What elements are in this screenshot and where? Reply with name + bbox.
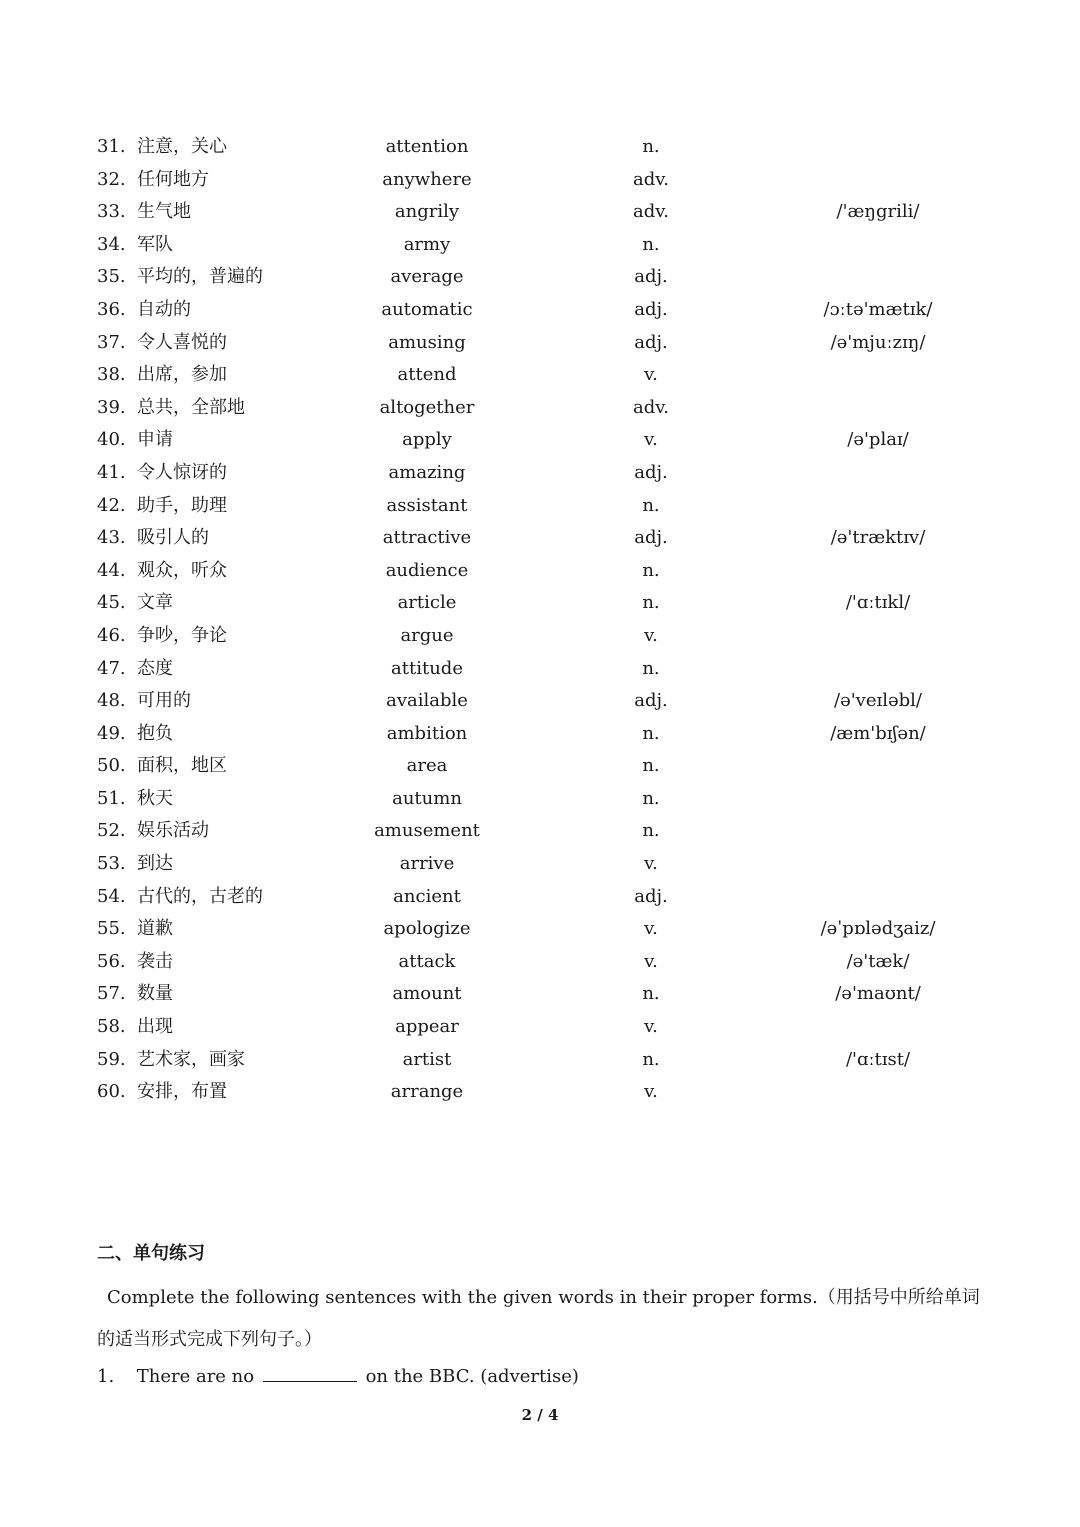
exercise-instructions: Complete the following sentences with the given words in their proper forms.（用括号中所给单词的适当形式完成下列句子。） xyxy=(97,1287,980,1350)
vocab-english: arrive xyxy=(399,853,455,875)
vocab-row xyxy=(0,392,1080,425)
vocab-chinese: 可用的 xyxy=(137,690,191,712)
vocab-english: attack xyxy=(398,950,456,972)
vocab-english: area xyxy=(406,755,448,777)
vocab-english: automatic xyxy=(381,298,473,320)
vocab-part-of-speech: n. xyxy=(642,983,660,1005)
vocab-english: attention xyxy=(385,136,469,157)
vocab-part-of-speech: v. xyxy=(644,918,658,940)
vocab-number: 55. xyxy=(97,918,126,940)
vocab-english: appear xyxy=(395,1016,459,1038)
vocab-number: 45. xyxy=(97,592,126,614)
vocab-chinese: 总共，全部地 xyxy=(137,396,245,418)
vocab-number: 46. xyxy=(97,624,126,646)
vocab-number: 51. xyxy=(97,787,126,809)
vocab-part-of-speech: n. xyxy=(642,1048,660,1070)
page-number: 2 / 4 xyxy=(521,1406,559,1424)
vocab-part-of-speech: adj. xyxy=(634,298,668,320)
vocab-english: arrange xyxy=(390,1081,464,1103)
vocab-part-of-speech: n. xyxy=(642,787,660,809)
vocab-phonetic: /ə'maʊnt/ xyxy=(835,983,921,1005)
vocab-row xyxy=(0,946,1080,979)
vocab-number: 39. xyxy=(97,396,126,418)
vocab-english: ambition xyxy=(386,722,468,744)
vocab-number: 31. xyxy=(97,136,126,157)
vocab-number: 35. xyxy=(97,266,126,288)
vocab-chinese: 出现 xyxy=(137,1016,173,1038)
vocab-number: 38. xyxy=(97,364,126,386)
vocab-row xyxy=(0,457,1080,490)
vocab-part-of-speech: adj. xyxy=(634,266,668,288)
vocab-number: 56. xyxy=(97,950,126,972)
vocab-chinese: 注意，关心 xyxy=(137,136,227,157)
vocab-phonetic: /ə'mjuːzɪŋ/ xyxy=(830,331,926,353)
vocab-number: 54. xyxy=(97,885,126,907)
vocab-part-of-speech: n. xyxy=(642,559,660,581)
exercise-number: 1. xyxy=(97,1366,115,1387)
vocab-phonetic: /'ɑːtɪkl/ xyxy=(845,592,911,614)
vocab-english: ancient xyxy=(393,885,461,907)
vocab-phonetic: /ə'tæk/ xyxy=(846,950,910,972)
vocab-english: apply xyxy=(402,429,452,451)
vocab-row xyxy=(0,229,1080,262)
vocab-part-of-speech: adj. xyxy=(634,690,668,712)
vocabulary-table xyxy=(0,131,1080,1109)
exercise-item xyxy=(97,1363,579,1391)
vocab-english: audience xyxy=(385,559,469,581)
vocab-chinese: 到达 xyxy=(137,853,173,875)
vocab-number: 37. xyxy=(97,331,126,353)
vocab-row xyxy=(0,913,1080,946)
vocab-row xyxy=(0,978,1080,1011)
vocab-row xyxy=(0,327,1080,360)
vocab-number: 47. xyxy=(97,657,126,679)
vocab-chinese: 申请 xyxy=(137,429,173,451)
answer-blank[interactable] xyxy=(263,1363,357,1382)
vocab-phonetic: /ə'plaɪ/ xyxy=(847,429,909,451)
vocab-row xyxy=(0,1044,1080,1077)
vocab-number: 32. xyxy=(97,168,126,190)
vocab-number: 57. xyxy=(97,983,126,1005)
vocab-english: amazing xyxy=(388,461,466,483)
vocab-part-of-speech: adj. xyxy=(634,461,668,483)
vocab-phonetic: /'ɑːtɪst/ xyxy=(845,1048,911,1070)
vocab-row xyxy=(0,1011,1080,1044)
vocab-chinese: 任何地方 xyxy=(137,168,209,190)
vocab-row xyxy=(0,587,1080,620)
vocab-row xyxy=(0,359,1080,392)
vocab-part-of-speech: v. xyxy=(644,1081,658,1103)
vocab-number: 53. xyxy=(97,853,126,875)
vocab-number: 40. xyxy=(97,429,126,451)
vocab-part-of-speech: n. xyxy=(642,233,660,255)
vocab-english: apologize xyxy=(383,918,471,940)
vocab-english: amount xyxy=(392,983,462,1005)
vocab-row xyxy=(0,783,1080,816)
vocab-chinese: 观众，听众 xyxy=(137,559,227,581)
vocab-row xyxy=(0,848,1080,881)
vocab-english: available xyxy=(386,690,468,712)
vocab-part-of-speech: v. xyxy=(644,853,658,875)
vocab-chinese: 令人惊讶的 xyxy=(137,461,227,483)
vocab-number: 33. xyxy=(97,201,126,223)
vocab-chinese: 军队 xyxy=(137,233,173,255)
vocab-part-of-speech: n. xyxy=(642,657,660,679)
vocab-number: 36. xyxy=(97,298,126,320)
vocab-row xyxy=(0,718,1080,751)
vocab-english: army xyxy=(403,233,451,255)
vocab-chinese: 数量 xyxy=(137,983,173,1005)
vocab-english: argue xyxy=(400,624,454,646)
vocab-chinese: 娱乐活动 xyxy=(137,820,209,842)
vocab-english: anywhere xyxy=(382,168,472,190)
vocab-chinese: 抱负 xyxy=(137,722,173,744)
vocab-part-of-speech: v. xyxy=(644,1016,658,1038)
vocab-chinese: 争吵，争论 xyxy=(137,624,227,646)
vocab-chinese: 艺术家，画家 xyxy=(137,1048,245,1070)
vocab-number: 44. xyxy=(97,559,126,581)
vocab-english: average xyxy=(390,266,464,288)
vocab-english: amusement xyxy=(374,820,480,842)
vocab-row xyxy=(0,620,1080,653)
vocab-chinese: 平均的，普遍的 xyxy=(137,266,263,288)
vocab-part-of-speech: adv. xyxy=(632,168,669,190)
vocab-row xyxy=(0,653,1080,686)
vocab-part-of-speech: adj. xyxy=(634,331,668,353)
vocab-part-of-speech: adj. xyxy=(634,885,668,907)
vocab-chinese: 袭击 xyxy=(137,950,173,972)
vocab-row xyxy=(0,750,1080,783)
vocab-number: 41. xyxy=(97,461,126,483)
vocab-number: 50. xyxy=(97,755,126,777)
vocab-row xyxy=(0,261,1080,294)
vocab-english: altogether xyxy=(379,396,475,418)
vocab-phonetic: /'æŋgrili/ xyxy=(836,201,920,223)
vocab-english: amusing xyxy=(388,331,466,353)
vocab-english: attractive xyxy=(382,527,472,549)
vocab-part-of-speech: v. xyxy=(644,950,658,972)
vocab-chinese: 古代的，古老的 xyxy=(137,885,263,907)
vocab-english: assistant xyxy=(386,494,468,516)
vocab-chinese: 出席，参加 xyxy=(137,364,227,386)
vocab-row xyxy=(0,424,1080,457)
vocab-english: attend xyxy=(397,364,457,386)
vocab-row xyxy=(0,164,1080,197)
vocab-row xyxy=(0,685,1080,718)
vocab-row xyxy=(0,294,1080,327)
exercise-text-after: on the BBC. (advertise) xyxy=(365,1366,579,1387)
exercise-text-before: There are no xyxy=(136,1366,255,1387)
vocab-number: 42. xyxy=(97,494,126,516)
vocab-number: 52. xyxy=(97,820,126,842)
vocab-phonetic: /æm'bɪʃən/ xyxy=(830,722,926,744)
vocab-english: angrily xyxy=(394,201,460,223)
vocab-number: 60. xyxy=(97,1081,126,1103)
vocab-chinese: 吸引人的 xyxy=(137,527,209,549)
vocab-phonetic: /ɔːtə'mætɪk/ xyxy=(823,298,933,320)
vocab-chinese: 助手，助理 xyxy=(137,494,227,516)
vocab-chinese: 安排，布置 xyxy=(137,1081,227,1103)
vocab-part-of-speech: n. xyxy=(642,820,660,842)
vocab-english: artist xyxy=(402,1048,452,1070)
vocab-row xyxy=(0,555,1080,588)
vocab-number: 59. xyxy=(97,1048,126,1070)
vocab-chinese: 道歉 xyxy=(137,918,173,940)
vocab-phonetic: /əˈpɒlədʒaiz/ xyxy=(820,918,936,940)
vocab-row xyxy=(0,1076,1080,1109)
vocab-part-of-speech: n. xyxy=(642,136,660,157)
vocab-part-of-speech: adv. xyxy=(632,201,669,223)
vocab-number: 43. xyxy=(97,527,126,549)
vocab-phonetic: /ə'veɪləbl/ xyxy=(834,690,922,712)
vocab-chinese: 自动的 xyxy=(137,298,191,320)
vocab-row xyxy=(0,522,1080,555)
vocab-part-of-speech: n. xyxy=(642,592,660,614)
vocab-part-of-speech: v. xyxy=(644,364,658,386)
vocab-row xyxy=(0,131,1080,164)
vocab-chinese: 态度 xyxy=(137,657,173,679)
vocab-chinese: 令人喜悦的 xyxy=(137,331,227,353)
vocab-phonetic: /ə'træktɪv/ xyxy=(830,527,926,549)
vocab-part-of-speech: v. xyxy=(644,429,658,451)
vocab-chinese: 文章 xyxy=(137,592,173,614)
vocab-chinese: 秋天 xyxy=(137,787,173,809)
vocab-chinese: 生气地 xyxy=(137,201,191,223)
vocab-part-of-speech: n. xyxy=(642,494,660,516)
vocab-chinese: 面积，地区 xyxy=(137,755,227,777)
vocab-number: 48. xyxy=(97,690,126,712)
vocab-number: 34. xyxy=(97,233,126,255)
vocab-row xyxy=(0,196,1080,229)
vocab-english: attitude xyxy=(391,657,463,679)
vocab-english: article xyxy=(397,592,457,614)
vocab-number: 58. xyxy=(97,1016,126,1038)
vocab-row xyxy=(0,815,1080,848)
vocab-part-of-speech: n. xyxy=(642,722,660,744)
section-title: 二、单句练习 xyxy=(97,1243,205,1264)
vocab-number: 49. xyxy=(97,722,126,744)
vocab-english: autumn xyxy=(392,787,462,809)
vocab-part-of-speech: v. xyxy=(644,624,658,646)
vocab-row xyxy=(0,490,1080,523)
vocab-part-of-speech: adj. xyxy=(634,527,668,549)
vocab-part-of-speech: adv. xyxy=(632,396,669,418)
vocab-row xyxy=(0,881,1080,914)
vocab-part-of-speech: n. xyxy=(642,755,660,777)
